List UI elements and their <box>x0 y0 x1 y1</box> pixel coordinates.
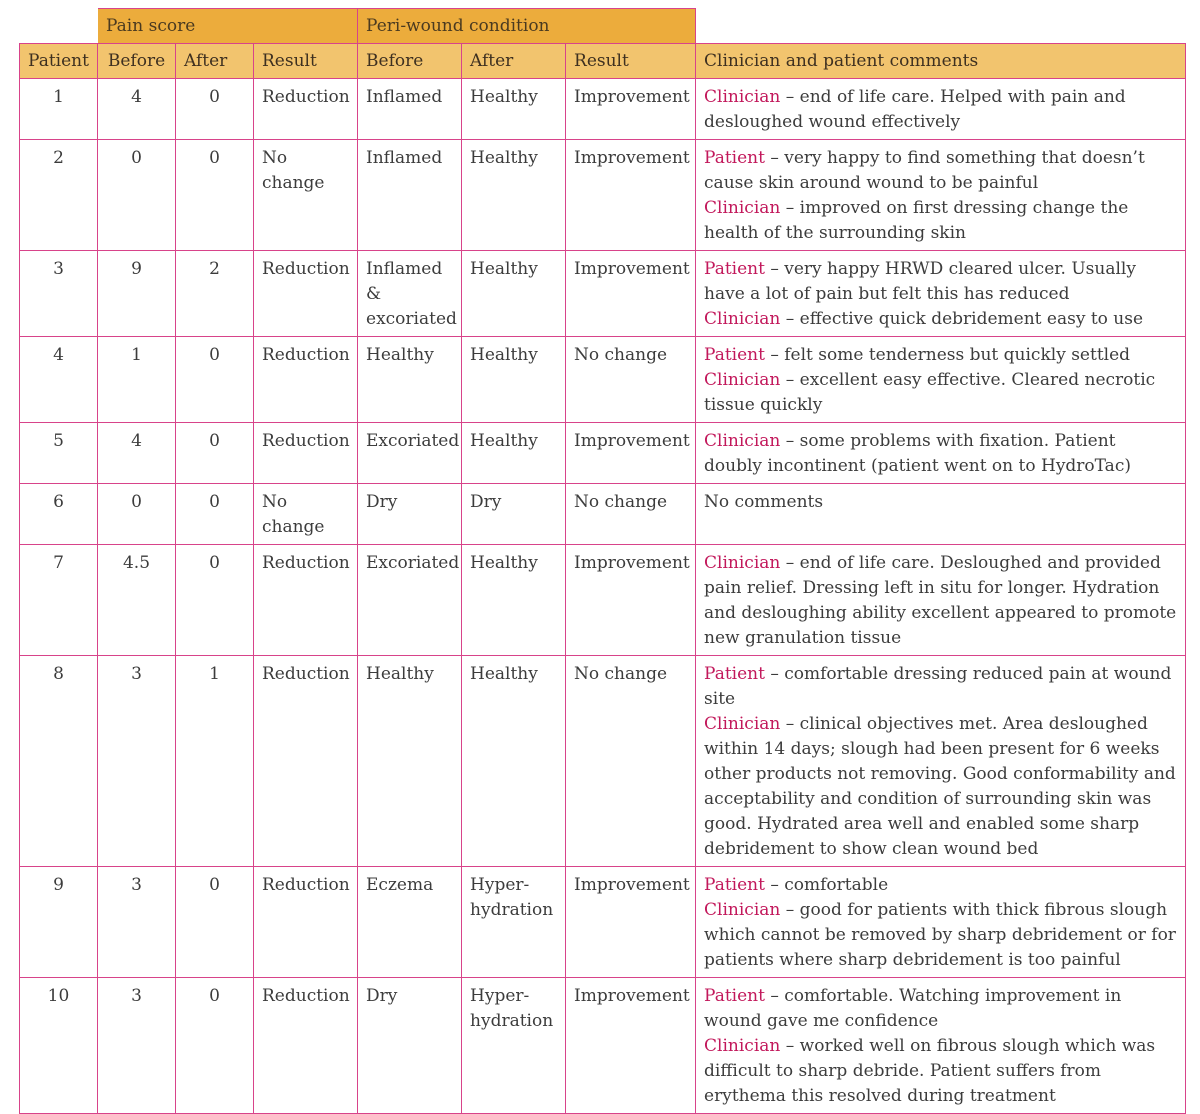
group-header-blank-right <box>696 9 1186 44</box>
results-table-container <box>19 8 1185 1114</box>
pain-before-cell: 3 <box>98 656 176 867</box>
peri-result-cell: No change <box>566 656 696 867</box>
pain-after-cell: 0 <box>176 484 254 545</box>
comment-line <box>704 898 1177 973</box>
comment-text: – effective quick debridement easy to use <box>780 309 1144 329</box>
pain-before-cell: 4.5 <box>98 545 176 656</box>
peri-result-cell: No change <box>566 337 696 423</box>
pain-before-cell: 0 <box>98 140 176 251</box>
peri-result-cell: No change <box>566 484 696 545</box>
peri-before-cell: Healthy <box>358 656 462 867</box>
table-row <box>20 79 1186 140</box>
commenter-label: Clinician <box>704 431 781 451</box>
peri-result-cell: Improvement <box>566 251 696 337</box>
table-row <box>20 251 1186 337</box>
peri-after-cell: Healthy <box>462 140 566 251</box>
comment-line <box>704 196 1177 246</box>
commenter-label: Clinician <box>704 714 781 734</box>
comment-line <box>704 429 1177 479</box>
table-row <box>20 140 1186 251</box>
pain-before-cell: 4 <box>98 423 176 484</box>
peri-after-cell: Hyper-hydration <box>462 978 566 1114</box>
comments-cell <box>696 978 1186 1114</box>
pain-before-cell: 0 <box>98 484 176 545</box>
commenter-label: Clinician <box>704 87 781 107</box>
pain-after-cell: 1 <box>176 656 254 867</box>
peri-before-cell: Dry <box>358 484 462 545</box>
commenter-label: Patient <box>704 345 765 365</box>
peri-before-cell: Healthy <box>358 337 462 423</box>
comment-line <box>704 368 1177 418</box>
commenter-label: Clinician <box>704 198 781 218</box>
pain-result-cell: Reduction <box>254 545 358 656</box>
peri-result-cell: Improvement <box>566 545 696 656</box>
comment-text: – some problems with fixation. Patient doubly incontinent (patient went on to HydroTac) <box>704 431 1131 476</box>
patient-cell: 7 <box>20 545 98 656</box>
patient-cell: 2 <box>20 140 98 251</box>
peri-result-cell: Improvement <box>566 79 696 140</box>
commenter-label: Patient <box>704 148 765 168</box>
comment-line <box>704 662 1177 712</box>
pain-result-cell: Reduction <box>254 656 358 867</box>
pain-after-cell: 0 <box>176 423 254 484</box>
col-header-patient: Patient <box>20 44 98 79</box>
pain-result-cell: Reduction <box>254 978 358 1114</box>
pain-before-cell: 3 <box>98 978 176 1114</box>
comment-text: – very happy HRWD cleared ulcer. Usually have a lot of pain but felt this has reduced <box>704 259 1136 304</box>
comment-text: No comments <box>704 492 824 512</box>
comment-line <box>704 307 1177 332</box>
peri-after-cell: Dry <box>462 484 566 545</box>
comment-line <box>704 551 1177 651</box>
table-row <box>20 484 1186 545</box>
pain-result-cell: Reduction <box>254 337 358 423</box>
peri-before-cell: Inflamed <box>358 140 462 251</box>
commenter-label: Clinician <box>704 370 781 390</box>
patient-cell: 3 <box>20 251 98 337</box>
comment-line <box>704 873 1177 898</box>
group-header-row <box>20 9 1186 44</box>
commenter-label: Patient <box>704 259 765 279</box>
peri-result-cell: Improvement <box>566 867 696 978</box>
pain-result-cell: Reduction <box>254 867 358 978</box>
comment-text: – end of life care. Desloughed and provided pain relief. Dressing left in situ for longer. Hydration and desloughing ability excellent appeared to promote new granulation tissue <box>704 553 1177 648</box>
pain-after-cell: 0 <box>176 545 254 656</box>
peri-before-cell: Excoriated <box>358 545 462 656</box>
table-row <box>20 423 1186 484</box>
table-row <box>20 978 1186 1114</box>
commenter-label: Clinician <box>704 1036 781 1056</box>
patient-cell: 1 <box>20 79 98 140</box>
table-body <box>20 79 1186 1114</box>
col-header-pain-before: Before <box>98 44 176 79</box>
pain-before-cell: 9 <box>98 251 176 337</box>
comments-cell <box>696 140 1186 251</box>
pain-score-group-header: Pain score <box>98 9 358 44</box>
peri-wound-group-header: Peri-wound condition <box>358 9 696 44</box>
pain-after-cell: 0 <box>176 867 254 978</box>
comments-cell <box>696 484 1186 545</box>
pain-result-cell: Reduction <box>254 251 358 337</box>
table-row <box>20 656 1186 867</box>
pain-before-cell: 4 <box>98 79 176 140</box>
comments-cell <box>696 545 1186 656</box>
peri-before-cell: Inflamed & excoriated <box>358 251 462 337</box>
patient-cell: 6 <box>20 484 98 545</box>
comment-text: – clinical objectives met. Area desloughed within 14 days; slough had been present for 6 weeks other products not removing. Good conformability and acceptability and condition of surrounding skin was good. Hydrated area well and enabled some sharp debridement to show clean wound bed <box>704 714 1176 859</box>
patient-cell: 8 <box>20 656 98 867</box>
patient-cell: 5 <box>20 423 98 484</box>
comments-cell <box>696 656 1186 867</box>
pain-result-cell: Reduction <box>254 423 358 484</box>
commenter-label: Patient <box>704 664 765 684</box>
peri-after-cell: Healthy <box>462 79 566 140</box>
comment-text: – comfortable dressing reduced pain at wound site <box>704 664 1172 709</box>
comment-line <box>704 85 1177 135</box>
pain-after-cell: 0 <box>176 79 254 140</box>
col-header-peri-after: After <box>462 44 566 79</box>
pain-result-cell: No change <box>254 140 358 251</box>
comment-line <box>704 984 1177 1034</box>
peri-after-cell: Hyper-hydration <box>462 867 566 978</box>
pain-result-cell: Reduction <box>254 79 358 140</box>
comment-text: – worked well on fibrous slough which was difficult to sharp debride. Patient suffers from erythema this resolved during treatment <box>704 1036 1156 1106</box>
comment-line <box>704 712 1177 862</box>
pain-after-cell: 0 <box>176 337 254 423</box>
comments-cell <box>696 79 1186 140</box>
peri-result-cell: Improvement <box>566 423 696 484</box>
comment-line <box>704 343 1177 368</box>
peri-before-cell: Eczema <box>358 867 462 978</box>
table-row <box>20 337 1186 423</box>
col-header-comments: Clinician and patient comments <box>696 44 1186 79</box>
col-header-peri-before: Before <box>358 44 462 79</box>
comments-cell <box>696 251 1186 337</box>
comment-text: – improved on first dressing change the health of the surrounding skin <box>704 198 1129 243</box>
commenter-label: Clinician <box>704 900 781 920</box>
comment-text: – felt some tenderness but quickly settled <box>764 345 1131 365</box>
peri-after-cell: Healthy <box>462 656 566 867</box>
peri-result-cell: Improvement <box>566 978 696 1114</box>
patient-cell: 9 <box>20 867 98 978</box>
commenter-label: Patient <box>704 875 765 895</box>
peri-result-cell: Improvement <box>566 140 696 251</box>
comments-cell <box>696 867 1186 978</box>
pain-after-cell: 0 <box>176 140 254 251</box>
comment-line <box>704 490 1177 515</box>
peri-before-cell: Dry <box>358 978 462 1114</box>
patient-cell: 4 <box>20 337 98 423</box>
commenter-label: Patient <box>704 986 765 1006</box>
comment-text: – comfortable. Watching improvement in wound gave me confidence <box>704 986 1122 1031</box>
pain-after-cell: 2 <box>176 251 254 337</box>
comment-line <box>704 146 1177 196</box>
comment-line <box>704 257 1177 307</box>
pain-before-cell: 3 <box>98 867 176 978</box>
peri-after-cell: Healthy <box>462 545 566 656</box>
col-header-peri-result: Result <box>566 44 696 79</box>
table-row <box>20 545 1186 656</box>
commenter-label: Clinician <box>704 553 781 573</box>
peri-before-cell: Inflamed <box>358 79 462 140</box>
table-row <box>20 867 1186 978</box>
comments-cell <box>696 423 1186 484</box>
pain-after-cell: 0 <box>176 978 254 1114</box>
peri-before-cell: Excoriated <box>358 423 462 484</box>
col-header-pain-after: After <box>176 44 254 79</box>
comment-text: – comfortable <box>764 875 889 895</box>
results-table <box>19 8 1186 1114</box>
comment-text: – very happy to find something that doesn’t cause skin around wound to be painful <box>704 148 1145 193</box>
commenter-label: Clinician <box>704 309 781 329</box>
pain-before-cell: 1 <box>98 337 176 423</box>
comment-text: – good for patients with thick fibrous slough which cannot be removed by sharp debridement or for patients where sharp debridement is too painful <box>704 900 1176 970</box>
group-header-blank-left <box>20 9 98 44</box>
peri-after-cell: Healthy <box>462 423 566 484</box>
patient-cell: 10 <box>20 978 98 1114</box>
peri-after-cell: Healthy <box>462 337 566 423</box>
pain-result-cell: No change <box>254 484 358 545</box>
peri-after-cell: Healthy <box>462 251 566 337</box>
comment-text: – excellent easy effective. Cleared necrotic tissue quickly <box>704 370 1156 415</box>
comments-cell <box>696 337 1186 423</box>
column-header-row <box>20 44 1186 79</box>
col-header-pain-result: Result <box>254 44 358 79</box>
comment-text: – end of life care. Helped with pain and desloughed wound effectively <box>704 87 1126 132</box>
comment-line <box>704 1034 1177 1109</box>
